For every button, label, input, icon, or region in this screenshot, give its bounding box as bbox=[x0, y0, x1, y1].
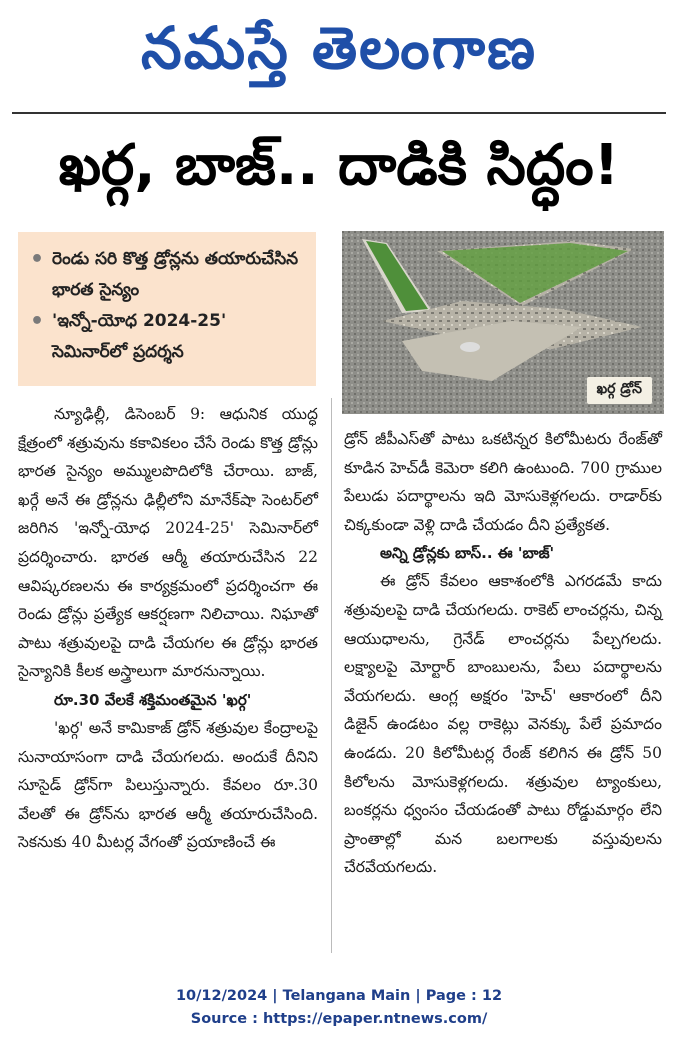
photo-caption: ఖర్గ డ్రోన్ bbox=[587, 377, 652, 404]
article-column-right bbox=[344, 425, 662, 882]
highlight-item bbox=[30, 306, 306, 368]
bullet-icon: • bbox=[30, 309, 45, 334]
highlight-text: 'ఇన్నో-యోధ 2024-25' సెమినార్‌లో ప్రదర్శన bbox=[52, 311, 227, 362]
article-paragraph: డ్రోన్ జీపీఎస్‌తో పాటు ఒకటిన్నర కిలోమీటరు రేంజ్‌తో కూడిన హెచ్‌డీ కెమెరా కలిగి ఉంటుంది. 700 గ్రాముల పేలుడు పదార్థాలను ఇది మోసుకెళ్లగలదు. రాడార్‌కు చిక్కకుండా వెళ్లి దాడి చేయడం దీని ప్రత్యేకత. bbox=[344, 430, 662, 534]
highlights-box bbox=[18, 232, 316, 386]
drone-photo bbox=[342, 231, 664, 414]
article-column-left bbox=[18, 400, 318, 857]
section-subhead: అన్ని డ్రోన్లకు బాస్.. ఈ 'బాజ్' bbox=[380, 544, 555, 563]
article-paragraph: ఈ డ్రోన్ కేవలం ఆకాశంలోకి ఎగరడమే కాదు శత్రువులపై దాడి చేయగలదు. రాకెట్ లాంచర్లను, చిన్న ఆయుధాలను, గ్రెనేడ్ లాంచర్లను పేల్చగలదు. లక్ష్యాలపై మోర్టార్ బాంబులను, పేలు పదార్థాలను వేయగలదు. ఆంగ్ల అక్షరం 'హెచ్' ఆకారంలో దీని డిజైన్ ఉండటం వల్ల రాకెట్లు వెనక్కు పేలే ప్రమాదం ఉండదు. 20 కిలోమీటర్ల రేంజ్ కలిగిన ఈ డ్రోన్ 50 కిలోలను మోసుకెళ్లగలదు. శత్రువుల ట్యాంకులు, బంకర్లను ధ్వంసం చేయడంతో పాటు రోడ్డుమార్గం లేని ప్రాంతాల్లో మన బలగాలకు వస్తువులను చేరవేయగలదు. bbox=[344, 572, 662, 877]
headline: ఖర్గ, బాజ్.. దాడికి సిద్ధం! bbox=[58, 133, 620, 198]
article-paragraph: 'ఖర్గ' అనే కామికాజ్ డ్రోన్ శత్రువుల కేంద్రాలపై సునాయాసంగా దాడి చేయగలదు. అందుకే దీనిని సూసైడ్ డ్రోన్‌గా పిలుస్తున్నారు. కేవలం రూ.30 వేలతో ఈ డ్రోన్‌ను భారత ఆర్మీ తయారుచేసింది. సెకనుకు 40 మీటర్ల వేగంతో ప్రయాణించే ఈ bbox=[18, 718, 318, 852]
masthead-rule bbox=[12, 112, 666, 114]
article-paragraph: న్యూఢిల్లీ, డిసెంబర్ 9: ఆధునిక యుద్ధ క్షేత్రంలో శత్రువును కకావికలం చేసే రెండు కొత్త డ్రోన్లు భారత సైన్యం అమ్ములపొదిలోకి చేరాయి. బాజ్, ఖర్గే అనే ఈ డ్రోన్లను ఢిల్లీలోని మానేక్‌షా సెంటర్‌లో జరిగిన 'ఇన్నో-యోధ 2024-25' సెమినార్‌లో ప్రదర్శించారు. భారత ఆర్మీ తయారుచేసిన 22 ఆవిష్కరణలను ఈ కార్యక్రమంలో ప్రదర్శించగా ఈ రెండు డ్రోన్లు ప్రత్యేక ఆకర్షణగా నిలిచాయి. నిఘాతో పాటు శత్రువులపై దాడి చేయగల ఈ డ్రోన్లు భారత సైన్యానికి కీలక అస్త్రాలుగా మారనున్నాయి. bbox=[18, 405, 318, 681]
masthead bbox=[0, 0, 678, 110]
highlight-item bbox=[30, 244, 306, 306]
masthead-title: నమస్తే తెలంగాణ bbox=[141, 13, 537, 82]
bullet-icon: • bbox=[30, 247, 45, 272]
column-divider bbox=[331, 398, 332, 953]
highlight-text: రెండు సరి కొత్త డ్రోన్లను తయారుచేసిన భారత సైన్యం bbox=[52, 249, 299, 300]
footer-edition: 10/12/2024 | Telangana Main | Page : 12 bbox=[175, 988, 503, 1004]
section-subhead: రూ.30 వేలకే శక్తిమంతమైన 'ఖర్గ' bbox=[54, 690, 252, 709]
footer-source: Source : https://epaper.ntnews.com/ bbox=[190, 1011, 488, 1027]
